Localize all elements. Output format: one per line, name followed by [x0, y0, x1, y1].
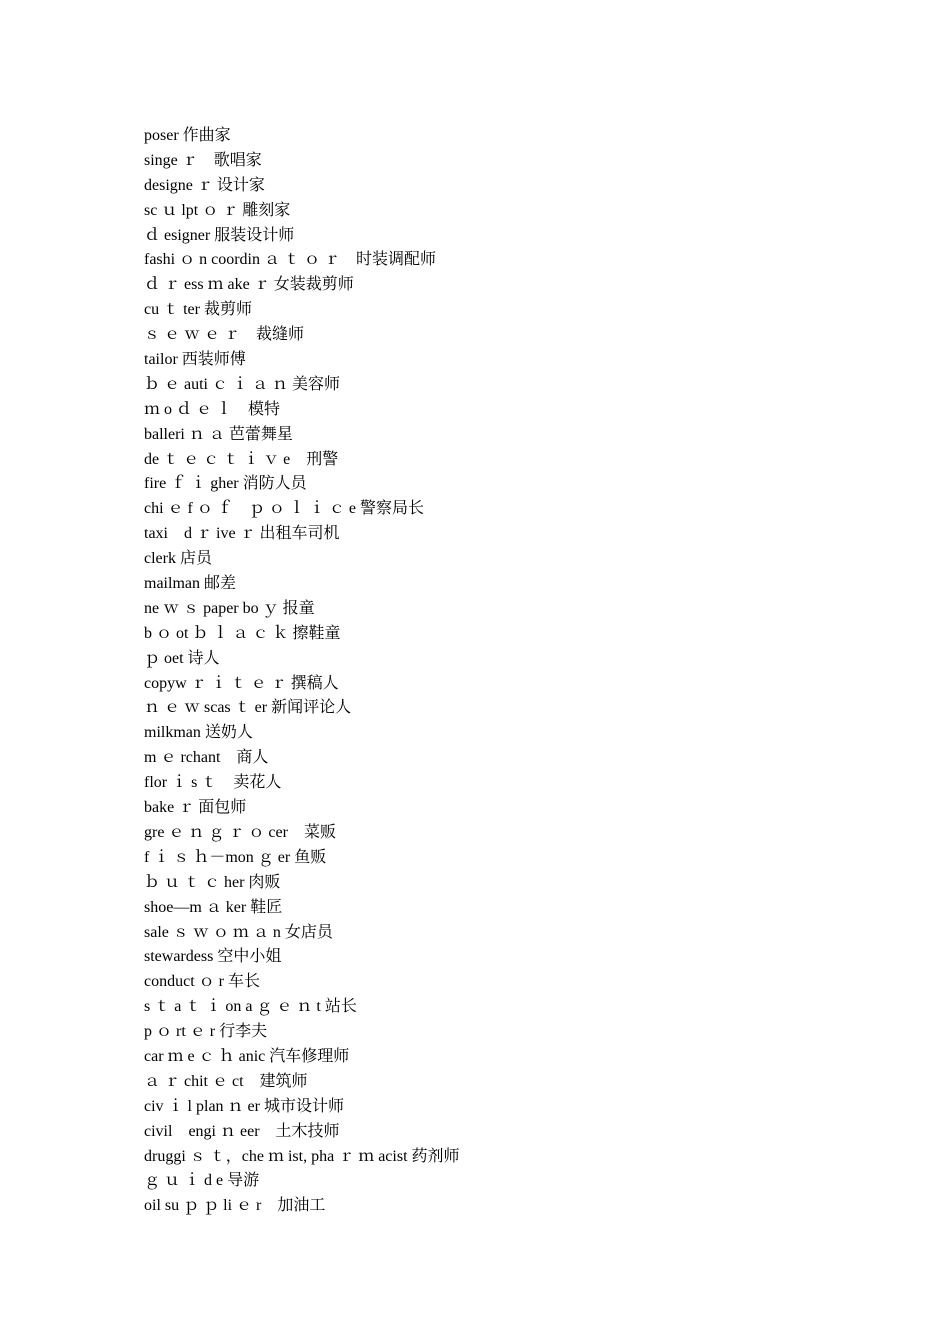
vocabulary-line: milkman 送奶人: [144, 724, 253, 742]
vocabulary-line: mailman 邮差: [144, 575, 236, 593]
vocabulary-line: tailor 西装师傅: [144, 351, 246, 369]
vocabulary-line: civil engi ｎ eer 土木技师: [144, 1122, 340, 1140]
vocabulary-line: copyw ｒ ｉ ｔ ｅ ｒ 撰稿人: [144, 674, 339, 692]
vocabulary-line: s ｔ a ｔ ｉ on a ｇ ｅ ｎ t 站长: [144, 998, 357, 1016]
vocabulary-line: ｇ ｕ ｉ d e 导游: [144, 1172, 260, 1190]
vocabulary-line: clerk 店员: [144, 550, 212, 568]
vocabulary-line: b ｏ ot ｂ ｌ ａ ｃ ｋ 擦鞋童: [144, 624, 341, 642]
vocabulary-line: ｄ ｒ ess ｍ ake ｒ 女装裁剪师: [144, 276, 354, 294]
vocabulary-line: de ｔ ｅ ｃ ｔ ｉ ｖ e 刑警: [144, 450, 339, 468]
vocabulary-line: stewardess 空中小姐: [144, 948, 282, 966]
vocabulary-line: balleri ｎ ａ 芭蕾舞星: [144, 425, 293, 443]
vocabulary-line: fashi ｏ n coordin ａ ｔ ｏ ｒ 时装调配师: [144, 251, 436, 269]
vocabulary-line: sale ｓ ｗ ｏ ｍ ａ n 女店员: [144, 923, 333, 941]
vocabulary-line: ｍ o ｄ ｅ ｌ 模特: [144, 400, 281, 418]
vocabulary-line: cu ｔ ter 裁剪师: [144, 301, 252, 319]
vocabulary-line: f ｉ ｓ ｈ－mon ｇ er 鱼贩: [144, 848, 327, 866]
vocabulary-line: ｐ oet 诗人: [144, 649, 220, 667]
vocabulary-line: ｂ ｕ ｔ ｃ her 肉贩: [144, 873, 281, 891]
occupation-vocabulary-list: [144, 124, 460, 1219]
vocabulary-line: fire ｆ ｉ gher 消防人员: [144, 475, 307, 493]
vocabulary-line: ａ ｒ chit ｅ ct 建筑师: [144, 1072, 308, 1090]
vocabulary-line: ｄ esigner 服装设计师: [144, 226, 295, 244]
vocabulary-line: druggi ｓ ｔ，che ｍ ist, pha ｒ ｍ acist 药剂师: [144, 1147, 460, 1165]
vocabulary-line: m ｅ rchant 商人: [144, 749, 269, 767]
vocabulary-line: gre ｅ ｎ ｇ ｒ ｏ cer 菜贩: [144, 823, 336, 841]
vocabulary-line: conduct ｏ r 车长: [144, 973, 260, 991]
vocabulary-line: ｂ ｅ auti ｃ ｉ ａ ｎ 美容师: [144, 375, 340, 393]
vocabulary-line: bake ｒ 面包师: [144, 799, 247, 817]
vocabulary-line: car ｍ e ｃ ｈ anic 汽车修理师: [144, 1047, 350, 1065]
vocabulary-line: designe ｒ 设计家: [144, 176, 265, 194]
vocabulary-line: sc ｕ lpt ｏ ｒ 雕刻家: [144, 201, 291, 219]
vocabulary-line: shoe—m ａ ker 鞋匠: [144, 898, 283, 916]
vocabulary-line: civ ｉ l plan ｎ er 城市设计师: [144, 1097, 344, 1115]
vocabulary-line: singe ｒ 歌唱家: [144, 151, 262, 169]
vocabulary-line: ｓ ｅ ｗ ｅ ｒ 裁缝师: [144, 326, 305, 344]
vocabulary-line: ne ｗ ｓ paper bo ｙ 报童: [144, 599, 315, 617]
vocabulary-line: ｎ ｅ ｗ scas ｔ er 新闻评论人: [144, 699, 352, 717]
vocabulary-line: p ｏ rt ｅ r 行李夫: [144, 1023, 268, 1041]
vocabulary-line: oil su ｐ ｐ li ｅ r 加油工: [144, 1197, 326, 1215]
vocabulary-line: taxi d ｒ ive ｒ 出租车司机: [144, 525, 340, 543]
vocabulary-line: poser 作曲家: [144, 127, 231, 144]
vocabulary-line: chi ｅ f ｏ ｆ ｐ ｏ ｌ ｉ ｃ e 警察局长: [144, 500, 424, 518]
vocabulary-line: flor ｉ s ｔ 卖花人: [144, 774, 282, 792]
